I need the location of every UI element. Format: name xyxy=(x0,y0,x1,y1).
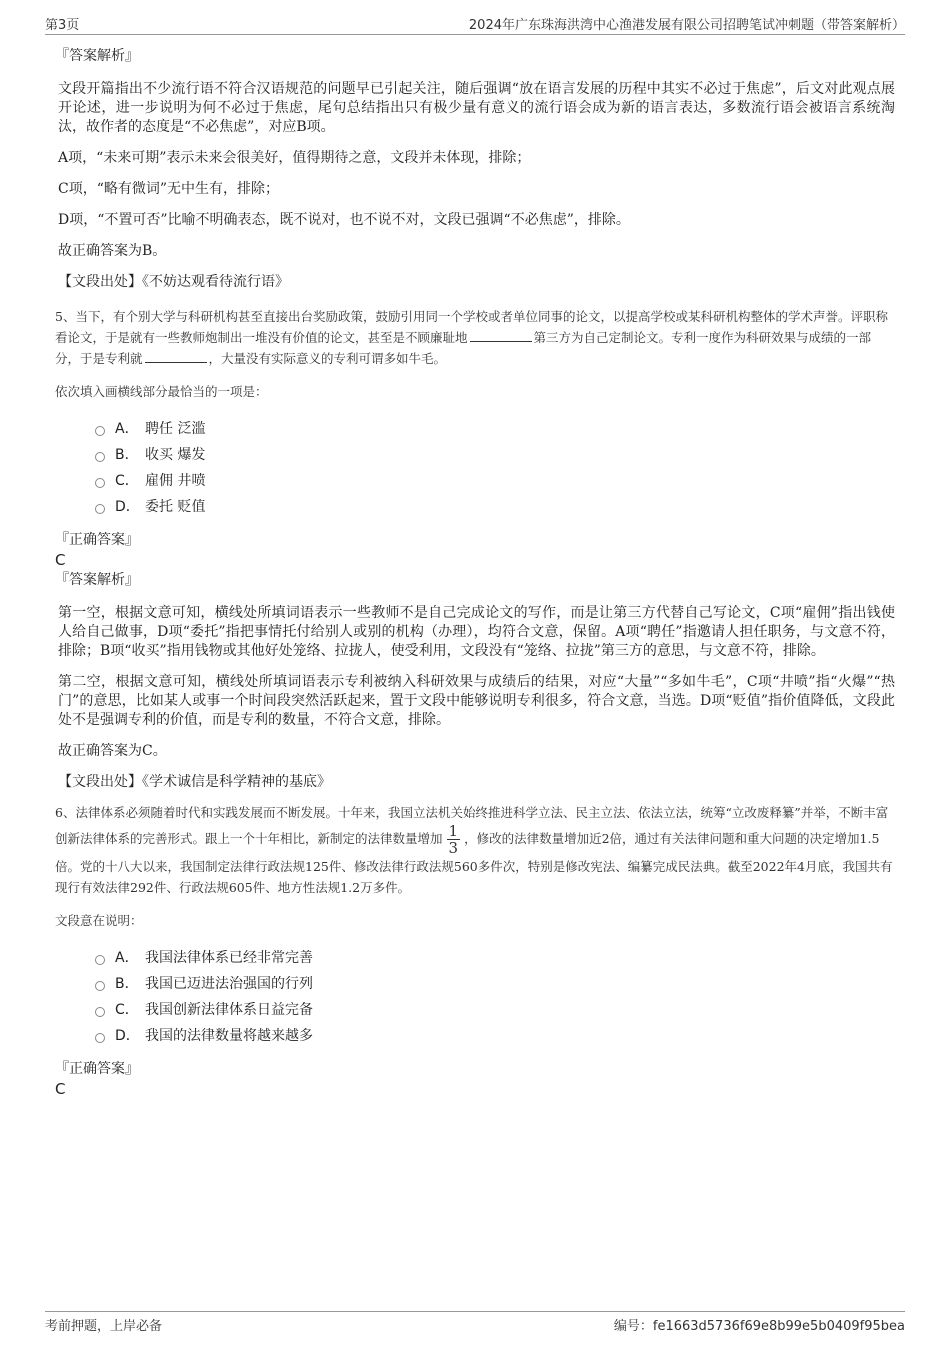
q6-stem: 6、法律体系必须随着时代和实践发展而不断发展。十年来，我国立法机关始终推进科学立法、民主立法、依法立法，统筹“立改废释纂”并举，不断丰富创新法律体系的完善形式。跟上一个十年相比，新制定的法律数量增加 $\frac{1}{3}$ ，修改的法律数量增加近2倍，通过有关法律问题和重大问题的决定增加1.5倍。党的十八大以来，我国制定法律行政法规125件、修改法律行政法规560多件次，特别是修改宪法、编纂完成民法典。截至2022年4月底，我国共有现行有效法律292件、行政法规605件、地方性法规1.2万多件。 xyxy=(55,805,893,895)
q5-option-a[interactable]: A． 聘任 泛滥 xyxy=(95,416,895,442)
q4-option-c-analysis: C项，“略有微词”无中生有，排除； xyxy=(58,181,280,197)
q5-source: 【文段出处】《学术诚信是科学精神的基底》 xyxy=(58,774,331,790)
q5-prompt: 依次填入画横线部分最恰当的一项是： xyxy=(55,384,268,399)
radio-icon[interactable] xyxy=(95,452,105,462)
q5-conclusion: 故正确答案为C。 xyxy=(58,743,167,759)
q5-analysis-2: 第二空，根据文意可知，横线处所填词语表示专利被纳入科研效果与成绩后的结果，对应“大量”“多如牛毛”，C项“井喷”指“火爆”“热门”的意思，比如某人或事一个时间段突然活跃起来，置于文段中能够说明专利很多，符合文意，当选。D项“贬值”指价值降低，文段此处不是强调专利的价值，而是专利的数量，不符合文意，排除。 xyxy=(58,674,895,728)
radio-icon[interactable] xyxy=(95,981,105,991)
q4-option-a-analysis: A项，“未来可期”表示未来会很美好，值得期待之意，文段并未体现，排除； xyxy=(58,150,531,166)
q4-source: 【文段出处】《不妨达观看待流行语》 xyxy=(58,274,289,290)
radio-icon[interactable] xyxy=(95,955,105,965)
radio-icon[interactable] xyxy=(95,504,105,514)
q5-stem: 5、当下，有个别大学与科研机构甚至直接出台奖励政策，鼓励引用同一个学校或者单位同事的论文，以提高学校或某科研机构整体的学术声誉。评职称看论文，于是就有一些教师炮制出一堆没有价值的论文，甚至是不顾廉耻地 第三方为自己定制论文。专利一度作为科研效果与成绩的一部分，于是专利就 ，大量没有实际意义的专利可谓多如牛毛。 xyxy=(55,309,888,366)
page-header xyxy=(45,12,905,35)
radio-icon[interactable] xyxy=(95,478,105,488)
q5-option-d[interactable]: D． 委托 贬值 xyxy=(95,494,895,520)
q5-option-c[interactable]: C． 雇佣 井喷 xyxy=(95,468,895,494)
q5-options xyxy=(95,416,895,520)
fill-blank xyxy=(145,350,207,363)
q5-analysis-tag: 『答案解析』 xyxy=(55,572,139,588)
q5-answer: C xyxy=(55,551,66,569)
q6-option-a[interactable]: A． 我国法律体系已经非常完善 xyxy=(95,945,895,971)
q4-option-d-analysis: D项，“不置可否”比喻不明确表态，既不说对，也不说不对，文段已强调“不必焦虑”，排除。 xyxy=(58,212,630,228)
q6-options xyxy=(95,945,895,1049)
q5-answer-tag: 『正确答案』 xyxy=(55,532,139,548)
fraction: $\frac{1}{3}$ xyxy=(448,822,459,857)
document-title: 2024年广东珠海洪湾中心渔港发展有限公司招聘笔试冲刺题（带答案解析） xyxy=(468,18,905,33)
document-content xyxy=(55,46,895,1099)
footer-slogan: 考前押题，上岸必备 xyxy=(45,1319,163,1334)
q6-answer-tag: 『正确答案』 xyxy=(55,1061,139,1077)
document-code: 编号：fe1663d5736f69e8b99e5b0409f95bea xyxy=(613,1319,905,1334)
q6-option-c[interactable]: C． 我国创新法律体系日益完备 xyxy=(95,997,895,1023)
q4-conclusion: 故正确答案为B。 xyxy=(58,243,167,259)
page-footer xyxy=(45,1311,905,1338)
q5-option-b[interactable]: B． 收买 爆发 xyxy=(95,442,895,468)
q4-analysis: 文段开篇指出不少流行语不符合汉语规范的问题早已引起关注，随后强调“放在语言发展的历程中其实不必过于焦虑”，后文对此观点展开论述，进一步说明为何不必过于焦虑，尾句总结指出只有极少量有意义的流行语会成为新的语言表达，多数流行语会被语言系统淘汰，故作者的态度是“不必焦虑”，对应B项。 xyxy=(58,81,895,135)
radio-icon[interactable] xyxy=(95,1007,105,1017)
radio-icon[interactable] xyxy=(95,1033,105,1043)
q5-analysis-1: 第一空，根据文意可知，横线处所填词语表示一些教师不是自己完成论文的写作，而是让第三方代替自己写论文，C项“雇佣”指出钱使人给自己做事，D项“委托”指把事情托付给别人或别的机构（办理），均符合文意，保留。A项“聘任”指邀请人担任职务，与文意不符，排除；B项“收买”指用钱物或其他好处笼络、拉拢人，使受利用，文段没有“笼络、拉拢”第三方的意思，与文意不符，排除。 xyxy=(58,605,895,659)
q4-analysis-tag: 『答案解析』 xyxy=(55,48,139,64)
q6-option-b[interactable]: B． 我国已迈进法治强国的行列 xyxy=(95,971,895,997)
page-number: 第3页 xyxy=(45,18,80,33)
q6-option-d[interactable]: D． 我国的法律数量将越来越多 xyxy=(95,1023,895,1049)
radio-icon[interactable] xyxy=(95,426,105,436)
q6-prompt: 文段意在说明： xyxy=(55,913,143,928)
fill-blank xyxy=(470,329,532,342)
q6-answer: C xyxy=(55,1080,66,1098)
